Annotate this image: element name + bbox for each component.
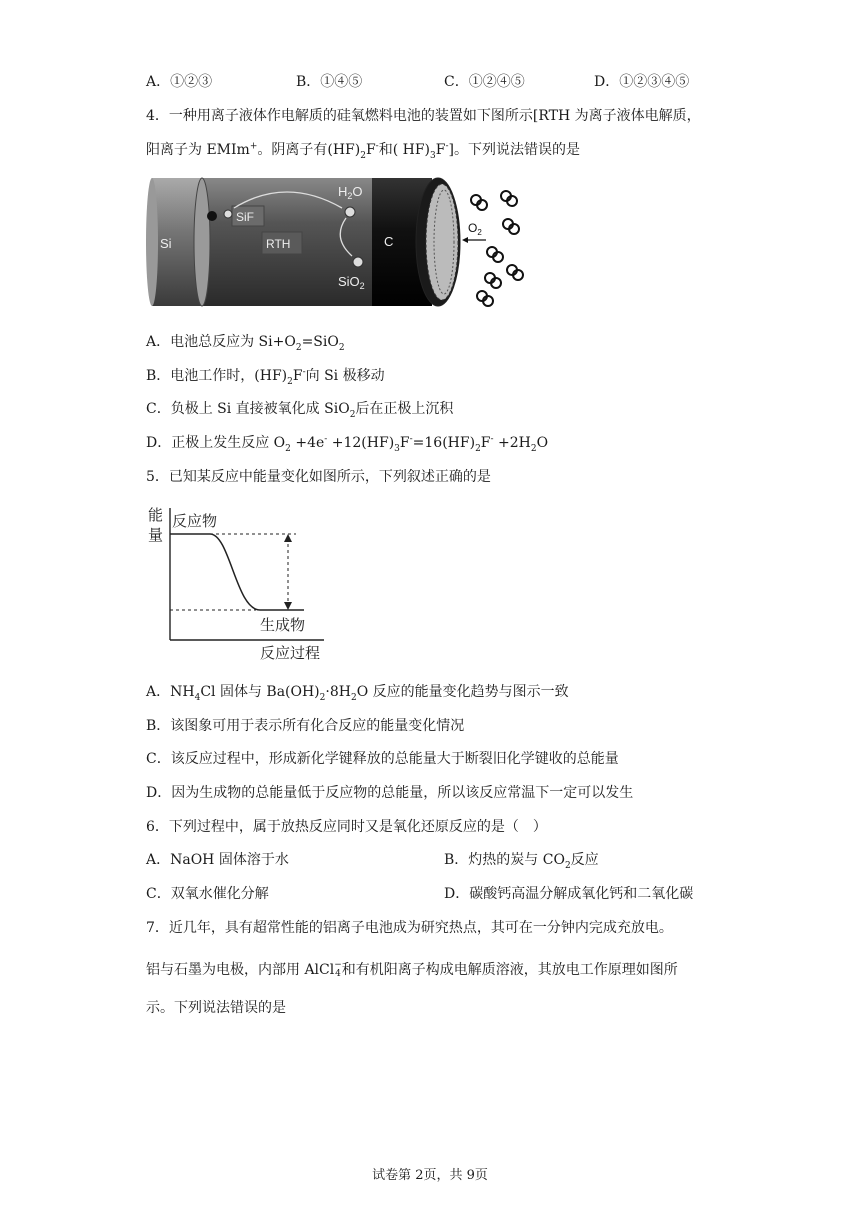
q4-stem-line2: 阳离子为 EMIm+。阴离子有$(HF)_2F^-$和( $HF)_3F^-$]。下列说法错误的是 bbox=[146, 141, 580, 161]
q5-option-a: A．$NH_4Cl$ 固体与 $Ba(OH)_2\cdot 8H_2O$ 反应的能量变化趋势与图示一致 bbox=[146, 684, 569, 703]
q3-option-b: B．①④⑤ bbox=[296, 74, 363, 90]
q6-option-b: B．灼热的炭与 $CO_2$反应 bbox=[444, 852, 599, 871]
particle-si bbox=[207, 211, 217, 221]
q4-option-c: C．负极上 Si 直接被氧化成 SiO$_2$后在正极上沉积 bbox=[146, 401, 454, 420]
h2o-label: $H_2O$ bbox=[338, 184, 363, 201]
q4-option-b: B．电池工作时，$(HF)_2F^-$向 Si 极移动 bbox=[146, 367, 385, 387]
si-label: Si bbox=[160, 236, 172, 251]
battery-diagram bbox=[146, 172, 536, 312]
q6-option-d: D．碳酸钙高温分解成氧化钙和二氧化碳 bbox=[444, 886, 694, 902]
cathode-mesh bbox=[416, 178, 460, 306]
q7-stem-line1: 7．近几年，具有超常性能的铝离子电池成为研究热点，其可在一分钟内完成充放电。 bbox=[146, 920, 673, 936]
q4-option-d: D．正极上发生反应 $O_2 +4e^- +12(HF)_3F^-=16(HF)_2F^- +2H_2O$ bbox=[146, 434, 549, 454]
q5-option-c: C．该反应过程中，形成新化学键释放的总能量大于断裂旧化学键收的总能量 bbox=[146, 751, 619, 767]
q3-option-a: A．①②③ bbox=[146, 74, 213, 90]
sio2-label: SiO$_2$ bbox=[338, 274, 365, 291]
energy-diagram bbox=[146, 502, 336, 664]
q5-stem: 5．已知某反应中能量变化如图所示，下列叙述正确的是 bbox=[146, 469, 491, 485]
sif-label: SiF bbox=[236, 210, 254, 224]
q7-stem-line3: 示。下列说法错误的是 bbox=[146, 1000, 286, 1016]
product-label: 生成物 bbox=[260, 616, 306, 634]
ylabel-char-2: 量 bbox=[148, 526, 164, 544]
q3-option-d: D．①②③④⑤ bbox=[594, 74, 690, 90]
o2-arrowhead bbox=[462, 237, 468, 243]
q7-stem-line2: 铝与石墨为电极，内部用 AlCl − 4 和有机阳离子构成电解质溶液，其放电工作原理如图所 bbox=[146, 960, 678, 979]
o2-label: $O_2$ bbox=[468, 221, 482, 237]
o2-molecules bbox=[471, 191, 523, 306]
reactant-label: 反应物 bbox=[172, 512, 218, 530]
delta-arrow-down bbox=[284, 602, 292, 610]
particle-sif bbox=[224, 210, 232, 218]
particle-h2o bbox=[345, 207, 355, 217]
xlabel: 反应过程 bbox=[260, 644, 321, 662]
q4-option-a: A．电池总反应为 $Si+O_2=SiO_2$ bbox=[146, 334, 345, 353]
q5-option-b: B．该图象可用于表示所有化合反应的能量变化情况 bbox=[146, 718, 465, 734]
page-footer: 试卷第 2页，共 9页 bbox=[372, 1168, 488, 1183]
q3-option-c: C．①②④⑤ bbox=[444, 74, 525, 90]
q5-option-d: D．因为生成物的总能量低于反应物的总能量，所以该反应常温下一定可以发生 bbox=[146, 785, 634, 801]
q6-option-a: A．NaOH 固体溶于水 bbox=[146, 852, 289, 868]
delta-arrow-up bbox=[284, 534, 292, 542]
q6-option-c: C．双氧水催化分解 bbox=[146, 886, 269, 902]
ylabel-char-1: 能 bbox=[148, 506, 164, 524]
energy-curve bbox=[170, 534, 304, 610]
particle-sio2 bbox=[353, 257, 363, 267]
q6-stem: 6．下列过程中，属于放热反应同时又是氧化还原反应的是（ ） bbox=[146, 819, 547, 835]
q4-stem-line1: 4．一种用离子液体作电解质的硅氧燃料电池的装置如下图所示[RTH 为离子液体电解质， bbox=[146, 108, 701, 124]
c-label: C bbox=[384, 234, 394, 249]
rth-label: RTH bbox=[266, 237, 291, 251]
